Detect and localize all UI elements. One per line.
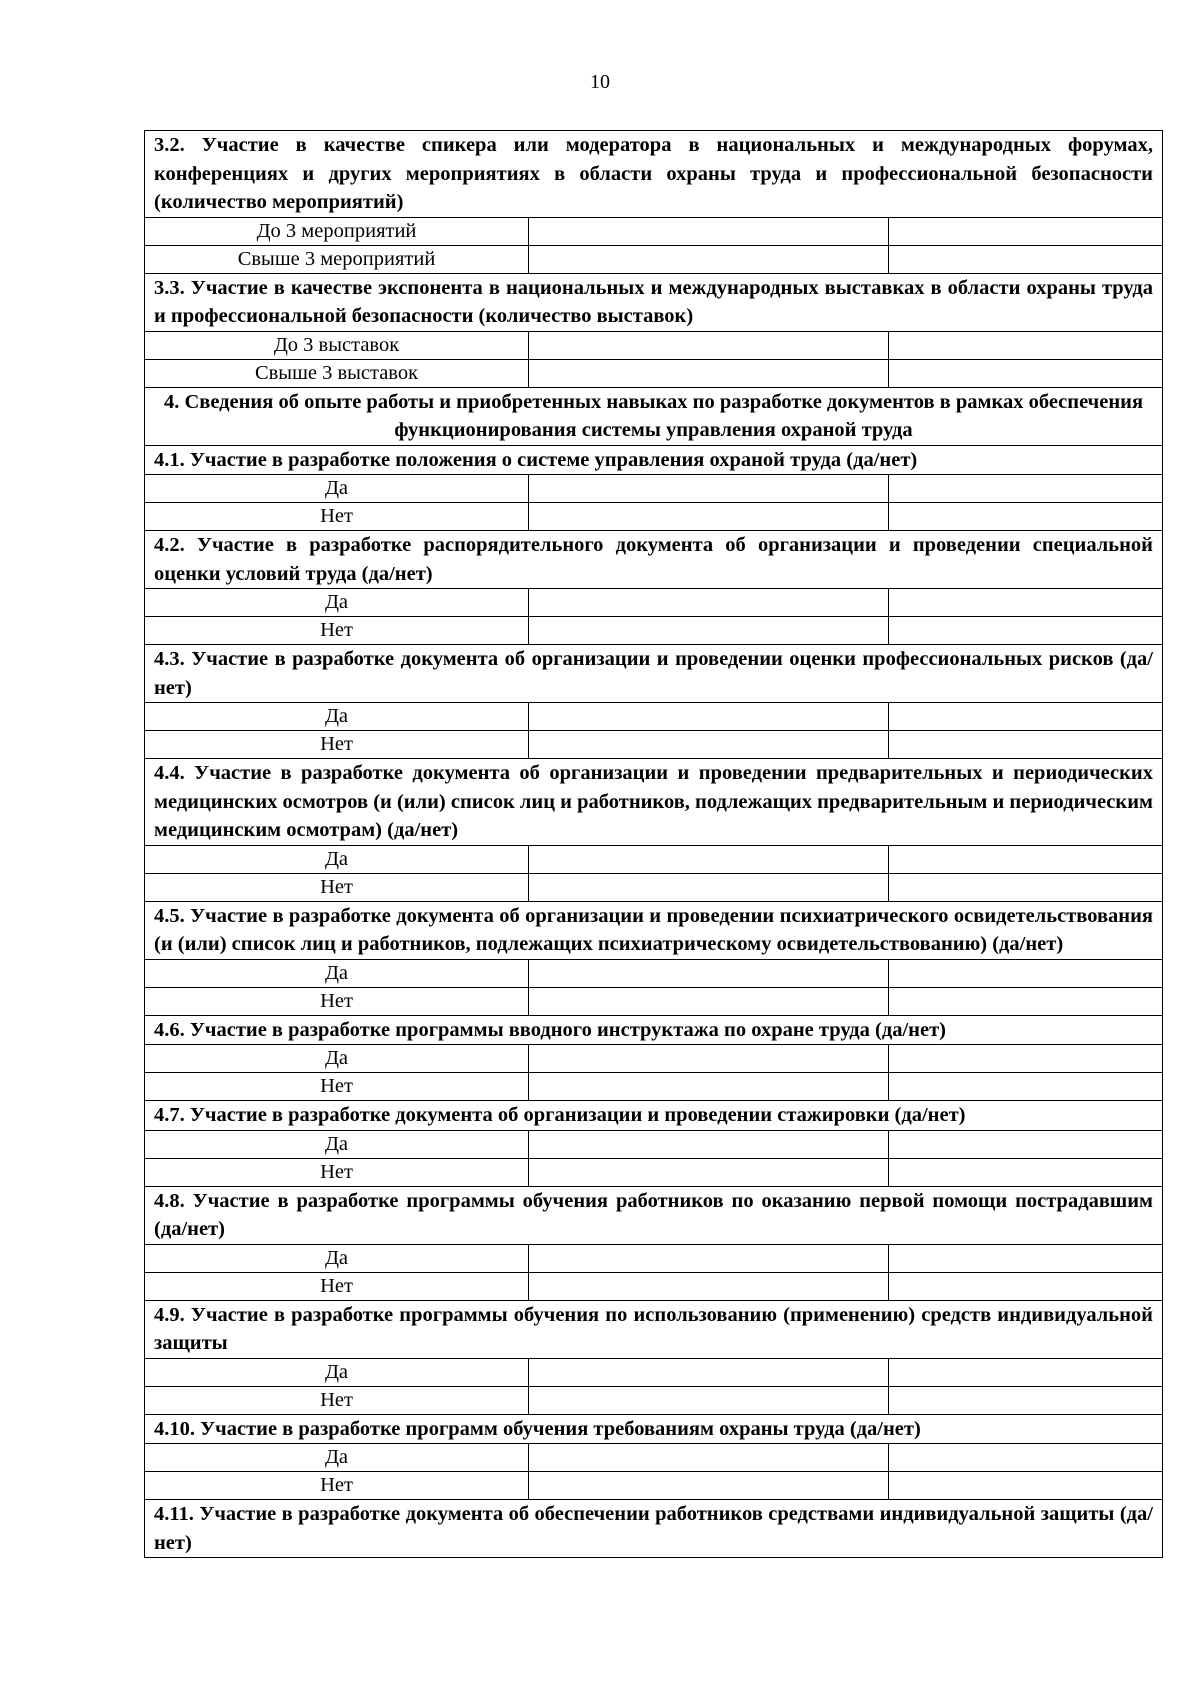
- answer-option-row: [145, 245, 1163, 273]
- answer-input-cell[interactable]: [529, 331, 889, 359]
- answer-input-cell[interactable]: [529, 1158, 889, 1186]
- answer-option-label: Да: [145, 1130, 529, 1158]
- question-heading: 4.11. Участие в разработке документа об обеспечении работников средствами индивидуальной защиты (да/нет): [145, 1500, 1163, 1558]
- answer-note-cell[interactable]: [889, 703, 1163, 731]
- answer-note-cell[interactable]: [889, 475, 1163, 503]
- question-heading-row: [145, 131, 1163, 218]
- answer-option-row: [145, 1244, 1163, 1272]
- answer-input-cell[interactable]: [529, 845, 889, 873]
- answer-note-cell[interactable]: [889, 245, 1163, 273]
- answer-option-label: Нет: [145, 1386, 529, 1414]
- answer-input-cell[interactable]: [529, 1244, 889, 1272]
- answer-input-cell[interactable]: [529, 1386, 889, 1414]
- question-heading: 4.7. Участие в разработке документа об организации и проведении стажировки (да/нет): [145, 1101, 1163, 1131]
- answer-input-cell[interactable]: [529, 1272, 889, 1300]
- answer-note-cell[interactable]: [889, 1244, 1163, 1272]
- answer-option-row: [145, 1272, 1163, 1300]
- question-heading: 4.4. Участие в разработке документа об организации и проведении предварительных и периодических медицинских осмотров (и (или) список лиц и работников, подлежащих предварительным и периодическим медицинским осмотрам) (да/нет): [145, 759, 1163, 846]
- answer-option-label: Да: [145, 1244, 529, 1272]
- question-heading-row: [145, 1101, 1163, 1131]
- answer-input-cell[interactable]: [529, 1472, 889, 1500]
- question-heading-row: [145, 531, 1163, 589]
- answer-input-cell[interactable]: [529, 1045, 889, 1073]
- section-title: 4. Сведения об опыте работы и приобретенных навыках по разработке документов в рамках обеспечения функционирования системы управления охраной труда: [145, 387, 1163, 445]
- answer-option-label: Нет: [145, 1272, 529, 1300]
- answer-note-cell[interactable]: [889, 1130, 1163, 1158]
- question-heading: 4.1. Участие в разработке положения о системе управления охраной труда (да/нет): [145, 445, 1163, 475]
- question-heading-row: [145, 901, 1163, 959]
- answer-option-label: Нет: [145, 987, 529, 1015]
- answer-option-row: [145, 617, 1163, 645]
- answer-input-cell[interactable]: [529, 217, 889, 245]
- answer-note-cell[interactable]: [889, 359, 1163, 387]
- answer-input-cell[interactable]: [529, 703, 889, 731]
- answer-option-label: Да: [145, 1045, 529, 1073]
- answer-input-cell[interactable]: [529, 1444, 889, 1472]
- answer-note-cell[interactable]: [889, 959, 1163, 987]
- question-heading-row: [145, 1500, 1163, 1558]
- answer-option-label: Да: [145, 845, 529, 873]
- answer-input-cell[interactable]: [529, 359, 889, 387]
- answer-input-cell[interactable]: [529, 1073, 889, 1101]
- answer-option-row: [145, 1073, 1163, 1101]
- question-heading-row: [145, 759, 1163, 846]
- question-heading-row: [145, 273, 1163, 331]
- answer-option-label: Свыше 3 выставок: [145, 359, 529, 387]
- question-heading: 4.6. Участие в разработке программы вводного инструктажа по охране труда (да/нет): [145, 1015, 1163, 1045]
- answer-option-row: [145, 217, 1163, 245]
- answer-note-cell[interactable]: [889, 331, 1163, 359]
- question-heading: 4.9. Участие в разработке программы обучения по использованию (применению) средств индивидуальной защиты: [145, 1300, 1163, 1358]
- answer-input-cell[interactable]: [529, 503, 889, 531]
- question-heading-row: [145, 1186, 1163, 1244]
- answer-note-cell[interactable]: [889, 1158, 1163, 1186]
- answer-input-cell[interactable]: [529, 1130, 889, 1158]
- answer-note-cell[interactable]: [889, 1472, 1163, 1500]
- question-heading-row: [145, 645, 1163, 703]
- answer-option-row: [145, 959, 1163, 987]
- question-heading: 4.2. Участие в разработке распорядительного документа об организации и проведении специальной оценки условий труда (да/нет): [145, 531, 1163, 589]
- answer-note-cell[interactable]: [889, 1073, 1163, 1101]
- page-number: 10: [590, 71, 610, 93]
- answer-input-cell[interactable]: [529, 873, 889, 901]
- answer-note-cell[interactable]: [889, 873, 1163, 901]
- answer-note-cell[interactable]: [889, 589, 1163, 617]
- question-heading: 3.3. Участие в качестве экспонента в национальных и международных выставках в области охраны труда и профессиональной безопасности (количество выставок): [145, 273, 1163, 331]
- question-heading: 4.5. Участие в разработке документа об организации и проведении психиатрического освидетельствования (и (или) список лиц и работников, подлежащих психиатрическому освидетельствованию) (да/нет): [145, 901, 1163, 959]
- answer-option-label: Нет: [145, 617, 529, 645]
- answer-input-cell[interactable]: [529, 617, 889, 645]
- answer-option-label: Да: [145, 703, 529, 731]
- answer-option-row: [145, 845, 1163, 873]
- answer-option-label: Нет: [145, 1073, 529, 1101]
- questionnaire-table-body: [145, 131, 1163, 1558]
- answer-option-row: [145, 1158, 1163, 1186]
- question-heading: 4.3. Участие в разработке документа об организации и проведении оценки профессиональных рисков (да/нет): [145, 645, 1163, 703]
- answer-option-row: [145, 1045, 1163, 1073]
- answer-option-row: [145, 987, 1163, 1015]
- answer-note-cell[interactable]: [889, 845, 1163, 873]
- answer-option-row: [145, 703, 1163, 731]
- answer-option-label: Нет: [145, 1158, 529, 1186]
- answer-input-cell[interactable]: [529, 245, 889, 273]
- answer-option-row: [145, 1130, 1163, 1158]
- answer-option-row: [145, 873, 1163, 901]
- answer-option-row: [145, 1386, 1163, 1414]
- answer-note-cell[interactable]: [889, 617, 1163, 645]
- answer-input-cell[interactable]: [529, 731, 889, 759]
- answer-input-cell[interactable]: [529, 475, 889, 503]
- answer-note-cell[interactable]: [889, 987, 1163, 1015]
- question-heading-row: [145, 1300, 1163, 1358]
- answer-option-label: Свыше 3 мероприятий: [145, 245, 529, 273]
- answer-input-cell[interactable]: [529, 959, 889, 987]
- question-heading: 3.2. Участие в качестве спикера или модератора в национальных и международных форумах, конференциях и других мероприятиях в области охраны труда и профессиональной безопасности (количество мероприятий): [145, 131, 1163, 218]
- questionnaire-table: [144, 130, 1163, 1558]
- answer-option-label: Да: [145, 1444, 529, 1472]
- answer-note-cell[interactable]: [889, 1386, 1163, 1414]
- question-heading-row: [145, 1414, 1163, 1444]
- answer-option-row: [145, 359, 1163, 387]
- answer-option-label: Да: [145, 589, 529, 617]
- answer-option-label: До 3 мероприятий: [145, 217, 529, 245]
- question-heading: 4.10. Участие в разработке программ обучения требованиям охраны труда (да/нет): [145, 1414, 1163, 1444]
- answer-input-cell[interactable]: [529, 589, 889, 617]
- answer-option-label: До 3 выставок: [145, 331, 529, 359]
- question-heading-row: [145, 445, 1163, 475]
- answer-note-cell[interactable]: [889, 503, 1163, 531]
- answer-note-cell[interactable]: [889, 1045, 1163, 1073]
- answer-input-cell[interactable]: [529, 987, 889, 1015]
- answer-option-row: [145, 1472, 1163, 1500]
- answer-note-cell[interactable]: [889, 1444, 1163, 1472]
- section-title-row: [145, 387, 1163, 445]
- answer-option-label: Да: [145, 1358, 529, 1386]
- answer-option-label: Нет: [145, 873, 529, 901]
- answer-option-row: [145, 731, 1163, 759]
- answer-option-row: [145, 331, 1163, 359]
- answer-note-cell[interactable]: [889, 1358, 1163, 1386]
- answer-input-cell[interactable]: [529, 1358, 889, 1386]
- answer-note-cell[interactable]: [889, 1272, 1163, 1300]
- answer-option-label: Нет: [145, 1472, 529, 1500]
- answer-note-cell[interactable]: [889, 731, 1163, 759]
- answer-option-label: Да: [145, 475, 529, 503]
- answer-option-label: Нет: [145, 503, 529, 531]
- question-heading-row: [145, 1015, 1163, 1045]
- answer-option-row: [145, 589, 1163, 617]
- answer-option-row: [145, 503, 1163, 531]
- answer-option-label: Да: [145, 959, 529, 987]
- answer-option-label: Нет: [145, 731, 529, 759]
- answer-option-row: [145, 1444, 1163, 1472]
- answer-option-row: [145, 475, 1163, 503]
- answer-option-row: [145, 1358, 1163, 1386]
- question-heading: 4.8. Участие в разработке программы обучения работников по оказанию первой помощи пострадавшим (да/нет): [145, 1186, 1163, 1244]
- answer-note-cell[interactable]: [889, 217, 1163, 245]
